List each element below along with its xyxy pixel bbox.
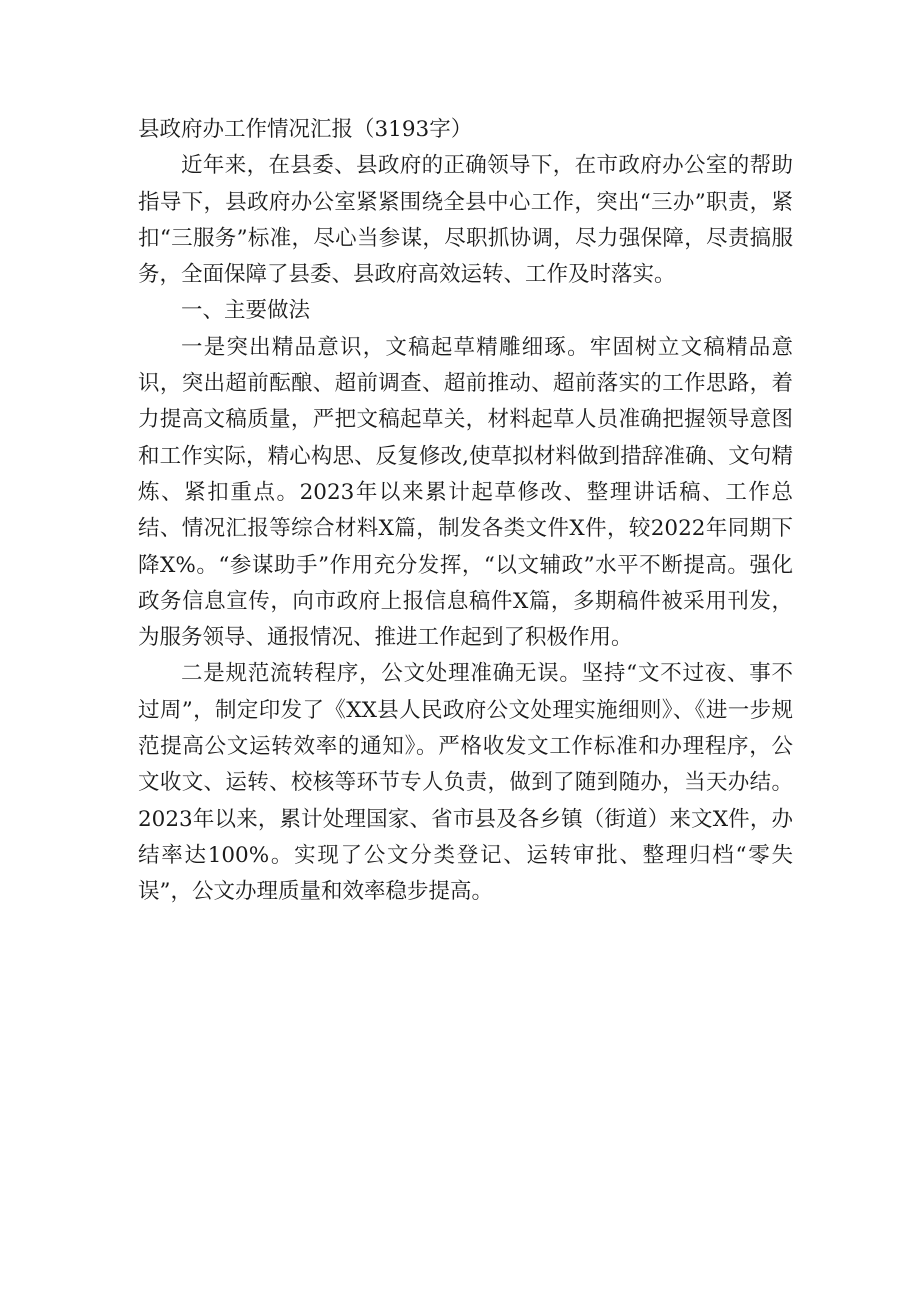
- section-heading-main-practices: 一、主要做法: [181, 298, 311, 324]
- paragraph-intro: 近年来，在县委、县政府的正确领导下，在市政府办公室的帮助指导下，县政府办公室紧紧围绕全县中心工作，突出“三办”职责，紧扣“三服务”标准，尽心当参谋，尽职抓协调，尽力强保障，尽责搞服务，全面保障了县委、县政府高效运转、工作及时落实。: [138, 153, 793, 288]
- paragraph-document-processing: 二是规范流转程序，公文处理准确无误。坚持“文不过夜、事不过周”，制定印发了《XX县人民政府公文处理实施细则》、《进一步规范提高公文运转效率的通知》。严格收发文工作标准和办理程序，公文收文、运转、校核等环节专人负责，做到了随到随办，当天办结。2023年以来，累计处理国家、省市县及各乡镇（街道）来文X件，办结率达100%。实现了公文分类登记、运转审批、整理归档“零失误”，公文办理质量和效率稳步提高。: [138, 661, 793, 905]
- document-title: 县政府办工作情况汇报（3193字）: [138, 117, 473, 142]
- paragraph-drafting: 一是突出精品意识，文稿起草精雕细琢。牢固树立文稿精品意识，突出超前酝酿、超前调查、超前推动、超前落实的工作思路，着力提高文稿质量，严把文稿起草关，材料起草人员准确把握领导意图和工作实际，精心构思、反复修改,使草拟材料做到措辞准确、文句精炼、紧扣重点。2023年以来累计起草修改、整理讲话稿、工作总结、情况汇报等综合材料X篇，制发各类文件X件，较2022年同期下降X%。“参谋助手”作用充分发挥，“以文辅政”水平不断提高。强化政务信息宣传，向市政府上报信息稿件X篇，多期稿件被采用刊发，为服务领导、通报情况、推进工作起到了积极作用。: [138, 334, 793, 651]
- document-body: [138, 112, 793, 911]
